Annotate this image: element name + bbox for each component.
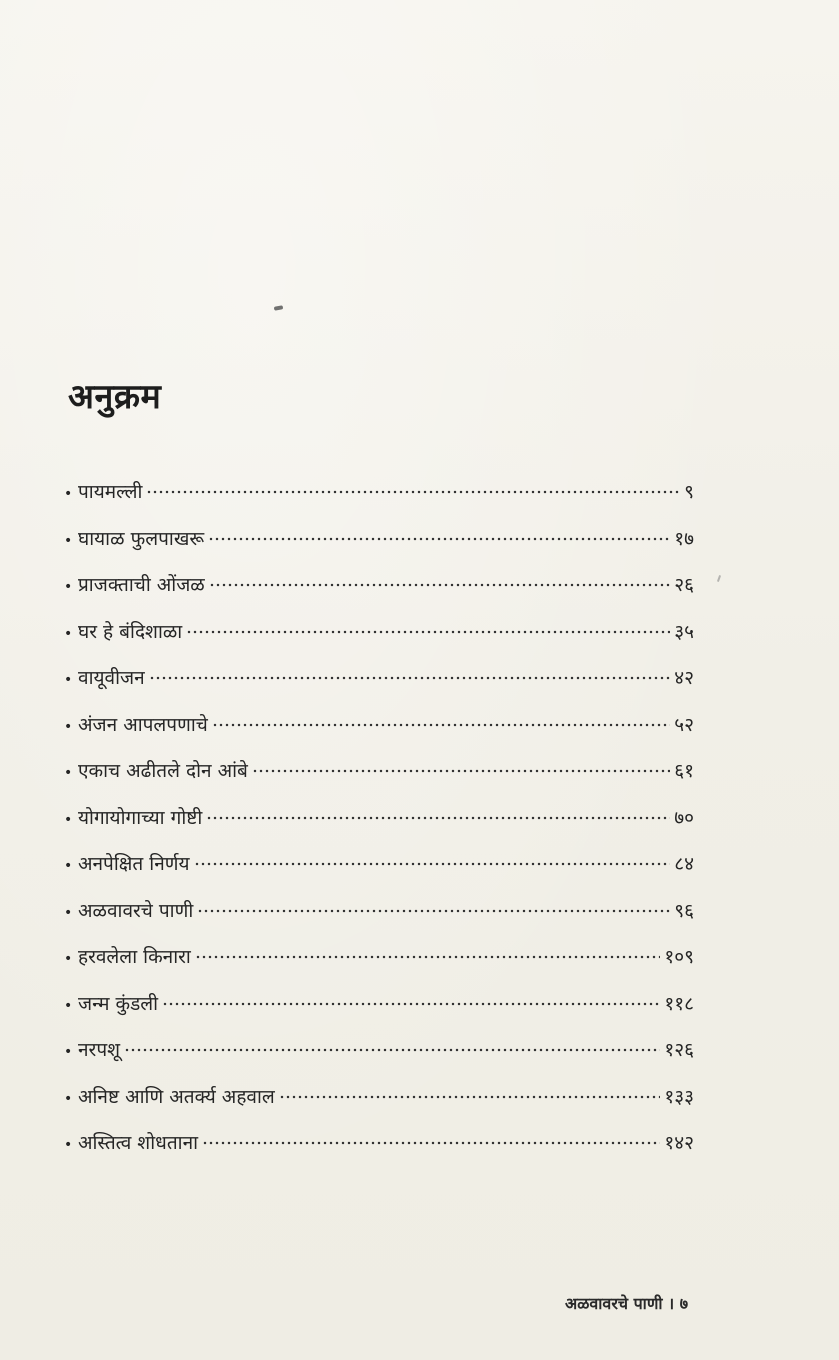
toc-entry-page-number: ११८ xyxy=(664,992,694,1015)
bullet-icon: • xyxy=(64,718,73,735)
dot-leader xyxy=(124,1037,660,1056)
toc-entry-title: अनिष्ट आणि अतर्क्य अहवाल xyxy=(78,1085,275,1108)
toc-entry xyxy=(64,478,694,525)
toc-entry xyxy=(64,571,694,618)
toc-entry-page-number: ९६ xyxy=(674,899,694,922)
bullet-icon: • xyxy=(64,951,73,967)
toc-entry xyxy=(64,757,694,804)
footer-page-number: ७ xyxy=(679,1294,689,1313)
toc-entry xyxy=(64,711,694,758)
toc-entry-title: नरपशू xyxy=(78,1039,121,1061)
dot-leader xyxy=(197,898,670,917)
toc-entry xyxy=(64,804,694,851)
toc-entry-title: अंजन आपलपणाचे xyxy=(78,713,208,736)
table-of-contents xyxy=(64,478,694,1176)
dot-leader xyxy=(279,1084,661,1103)
bullet-icon: • xyxy=(64,811,73,828)
footer-separator: । xyxy=(668,1294,675,1313)
bullet-icon: • xyxy=(64,997,73,1014)
toc-entry-page-number: ४२ xyxy=(674,667,694,689)
toc-entry-page-number: ६१ xyxy=(674,760,694,782)
dot-leader xyxy=(146,479,680,498)
toc-entry xyxy=(64,1129,694,1176)
dot-leader xyxy=(149,665,671,684)
toc-entry-page-number: ८४ xyxy=(674,853,694,875)
dot-leader xyxy=(212,712,670,731)
dot-leader xyxy=(209,572,670,591)
ink-speck xyxy=(274,305,284,311)
toc-entry xyxy=(64,1036,694,1083)
toc-entry-page-number: ३५ xyxy=(674,620,694,643)
toc-entry-title: एकाच अढीतले दोन आंबे xyxy=(78,760,248,782)
toc-entry-title: वायूवीजन xyxy=(78,667,145,689)
toc-entry-page-number: ५२ xyxy=(674,713,694,736)
dot-leader xyxy=(202,1130,660,1149)
bullet-icon: • xyxy=(64,858,73,874)
footer-book-title: अळवावरचे पाणी xyxy=(565,1294,663,1313)
page-footer xyxy=(565,1292,688,1314)
bullet-icon: • xyxy=(64,672,73,688)
toc-entry-page-number: १७ xyxy=(674,527,694,550)
bullet-icon: • xyxy=(64,765,73,781)
dot-leader xyxy=(162,991,660,1010)
ink-speck xyxy=(717,575,721,582)
toc-entry-title: प्राजक्ताची ओंजळ xyxy=(78,574,205,596)
bullet-icon: • xyxy=(64,1090,73,1107)
toc-entry xyxy=(64,897,694,944)
dot-leader xyxy=(208,526,670,545)
toc-entry-title: हरवलेला किनारा xyxy=(78,946,191,968)
toc-entry xyxy=(64,618,694,665)
bullet-icon: • xyxy=(64,486,73,502)
bullet-icon: • xyxy=(64,625,73,642)
toc-entry-title: पायमल्ली xyxy=(78,481,143,503)
toc-entry xyxy=(64,990,694,1037)
toc-entry-title: जन्म कुंडली xyxy=(78,992,159,1015)
toc-entry-title: अळवावरचे पाणी xyxy=(78,899,194,922)
toc-entry xyxy=(64,943,694,990)
toc-entry-page-number: ९ xyxy=(684,481,694,503)
dot-leader xyxy=(206,805,670,824)
bullet-icon: • xyxy=(64,904,73,921)
bullet-icon: • xyxy=(64,579,73,595)
toc-entry-page-number: २६ xyxy=(674,574,694,596)
toc-entry-title: घायाळ फुलपाखरू xyxy=(78,527,205,550)
dot-leader xyxy=(194,851,671,870)
toc-entry xyxy=(64,850,694,897)
dot-leader xyxy=(186,619,670,638)
page-title: अनुक्रम xyxy=(68,377,162,417)
bullet-icon: • xyxy=(64,1137,73,1153)
toc-entry-page-number: १०९ xyxy=(664,946,694,968)
toc-entry-title: अस्तित्व शोधताना xyxy=(78,1132,199,1154)
toc-entry xyxy=(64,664,694,711)
toc-entry-title: अनपेक्षित निर्णय xyxy=(78,853,190,875)
toc-entry xyxy=(64,525,694,572)
toc-entry-title: योगायोगाच्या गोष्टी xyxy=(78,806,203,829)
toc-entry-page-number: १३३ xyxy=(664,1085,694,1108)
dot-leader xyxy=(195,944,661,963)
toc-entry-page-number: १४२ xyxy=(664,1132,694,1154)
bullet-icon: • xyxy=(64,1044,73,1060)
toc-entry-page-number: ७० xyxy=(674,806,694,829)
bullet-icon: • xyxy=(64,532,73,549)
dot-leader xyxy=(252,758,670,777)
toc-entry-page-number: १२६ xyxy=(664,1039,694,1061)
toc-entry-title: घर हे बंदिशाळा xyxy=(78,620,183,643)
toc-entry xyxy=(64,1083,694,1130)
